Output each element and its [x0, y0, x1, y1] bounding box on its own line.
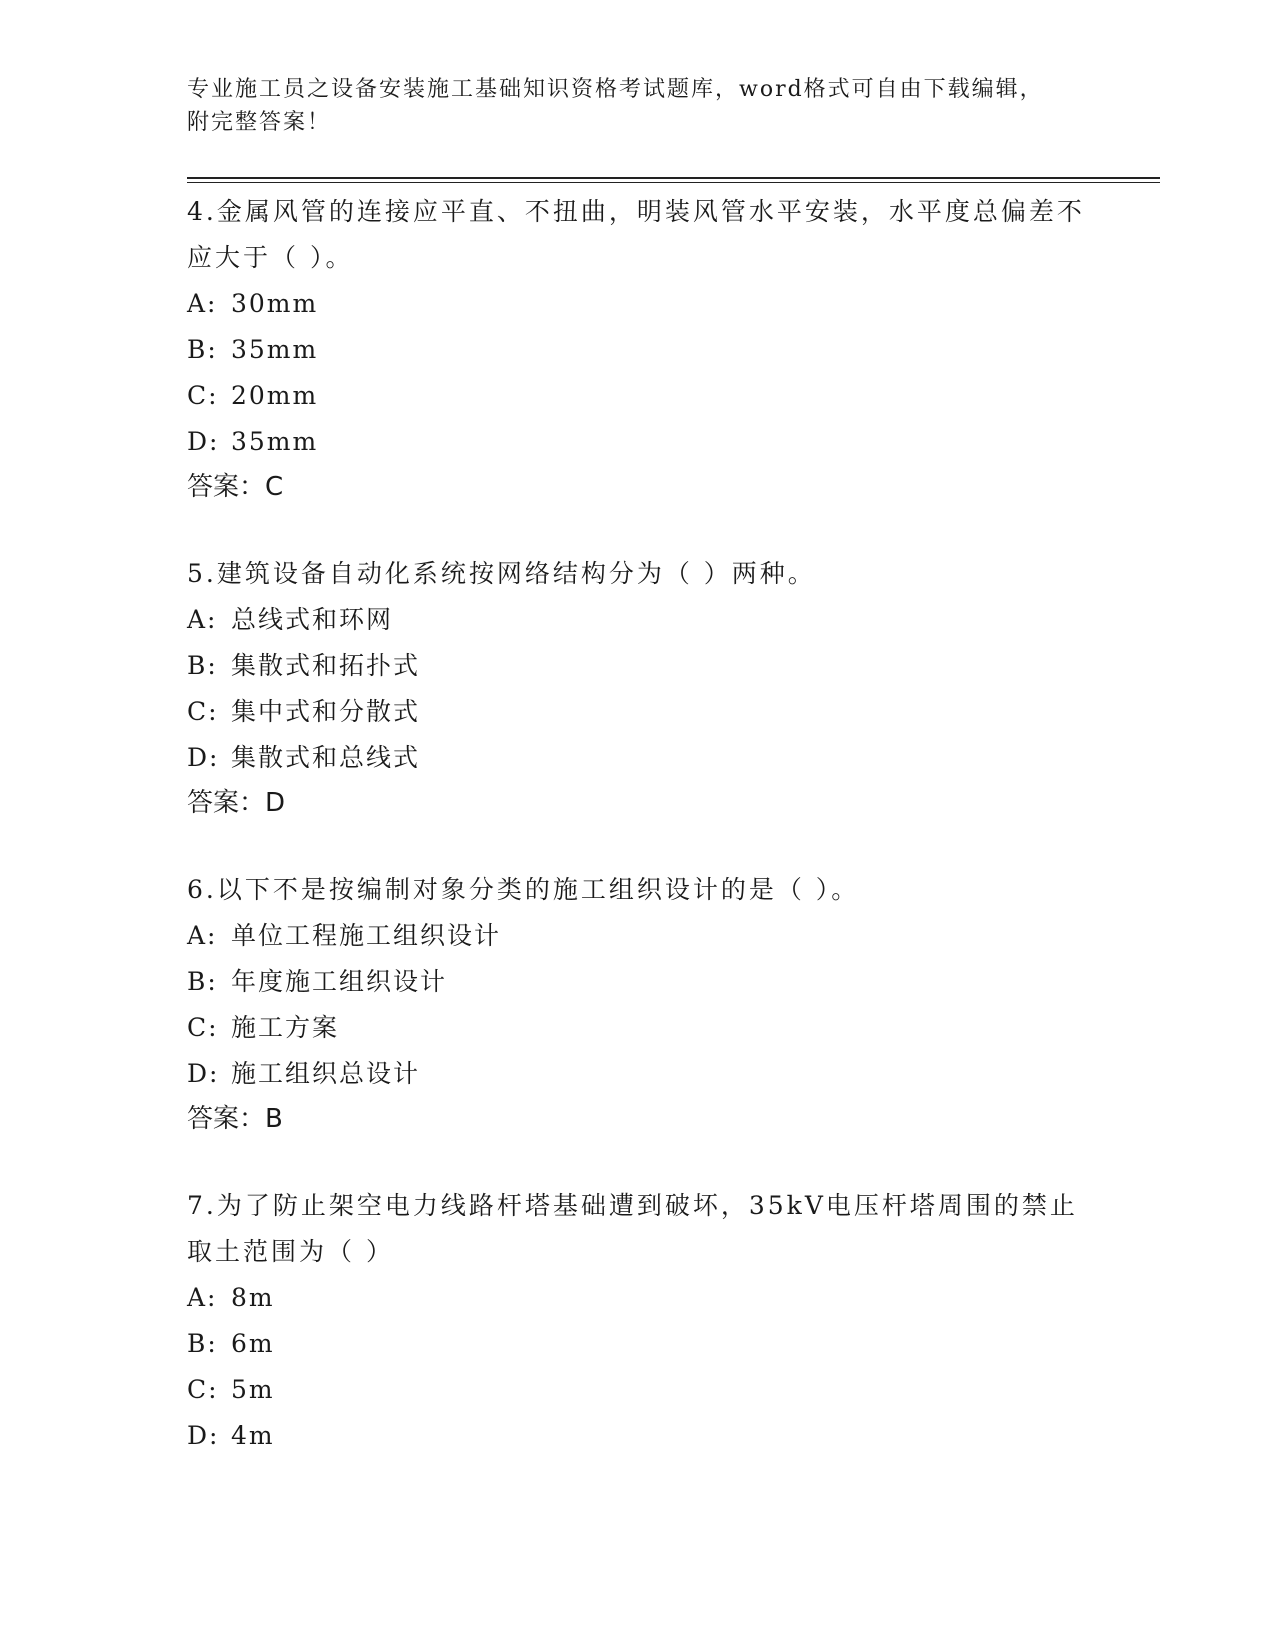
option-key: C:: [187, 1375, 219, 1404]
document-header: 专业施工员之设备安装施工基础知识资格考试题库，word格式可自由下载编辑，附完整答案！: [187, 77, 1044, 135]
question-4: [187, 189, 1087, 509]
option-key: B:: [187, 335, 218, 364]
option-b: [187, 327, 1087, 373]
option-a: [187, 597, 1087, 643]
question-stem: 6.以下不是按编制对象分类的施工组织设计的是（ ）。: [187, 875, 860, 904]
option-text: 单位工程施工组织设计: [231, 921, 502, 950]
answer-line: 答案：D: [187, 788, 286, 818]
option-key: B:: [187, 967, 218, 996]
option-d: [187, 1051, 1087, 1097]
option-key: D:: [187, 743, 220, 772]
option-text: 集散式和总线式: [231, 743, 421, 772]
option-d: [187, 1413, 1087, 1459]
option-text: 施工组织总设计: [231, 1059, 421, 1088]
question-7: [187, 1183, 1087, 1459]
option-b: [187, 643, 1087, 689]
option-c: [187, 1005, 1087, 1051]
option-text: 4m: [231, 1421, 275, 1450]
option-key: A:: [187, 289, 218, 318]
option-text: 6m: [231, 1329, 275, 1358]
option-a: [187, 1275, 1087, 1321]
option-text: 集中式和分散式: [231, 697, 421, 726]
option-key: A:: [187, 605, 218, 634]
answer-line: 答案：B: [187, 1104, 283, 1134]
option-key: A:: [187, 1283, 218, 1312]
question-5: [187, 551, 1087, 825]
option-text: 5m: [231, 1375, 275, 1404]
answer-line: 答案：C: [187, 472, 284, 502]
option-key: D:: [187, 427, 220, 456]
option-text: 35mm: [231, 427, 319, 456]
option-key: D:: [187, 1421, 220, 1450]
option-text: 30mm: [231, 289, 319, 318]
option-key: B:: [187, 651, 218, 680]
option-key: A:: [187, 921, 218, 950]
question-stem: 4.金属风管的连接应平直、不扭曲，明装风管水平安装，水平度总偏差不应大于（ ）。: [187, 197, 1085, 272]
option-b: [187, 1321, 1087, 1367]
option-key: B:: [187, 1329, 218, 1358]
question-stem: 7.为了防止架空电力线路杆塔基础遭到破坏，35kV电压杆塔周围的禁止取土范围为（ ）: [187, 1191, 1078, 1266]
option-text: 年度施工组织设计: [231, 967, 448, 996]
option-text: 20mm: [231, 381, 319, 410]
question-stem: 5.建筑设备自动化系统按网络结构分为（ ）两种。: [187, 559, 816, 588]
option-d: [187, 735, 1087, 781]
question-6: [187, 867, 1087, 1141]
option-d: [187, 419, 1087, 465]
option-text: 集散式和拓扑式: [231, 651, 421, 680]
option-c: [187, 1367, 1087, 1413]
question-list: [187, 189, 1087, 1501]
option-text: 施工方案: [231, 1013, 340, 1042]
option-c: [187, 689, 1087, 735]
option-key: C:: [187, 1013, 219, 1042]
option-key: C:: [187, 697, 219, 726]
option-text: 总线式和环网: [231, 605, 394, 634]
option-key: C:: [187, 381, 219, 410]
option-text: 35mm: [231, 335, 319, 364]
header-divider-thin: [187, 182, 1160, 183]
header-divider-thick: [187, 177, 1160, 179]
option-text: 8m: [231, 1283, 275, 1312]
option-b: [187, 959, 1087, 1005]
option-c: [187, 373, 1087, 419]
option-a: [187, 281, 1087, 327]
option-key: D:: [187, 1059, 220, 1088]
option-a: [187, 913, 1087, 959]
